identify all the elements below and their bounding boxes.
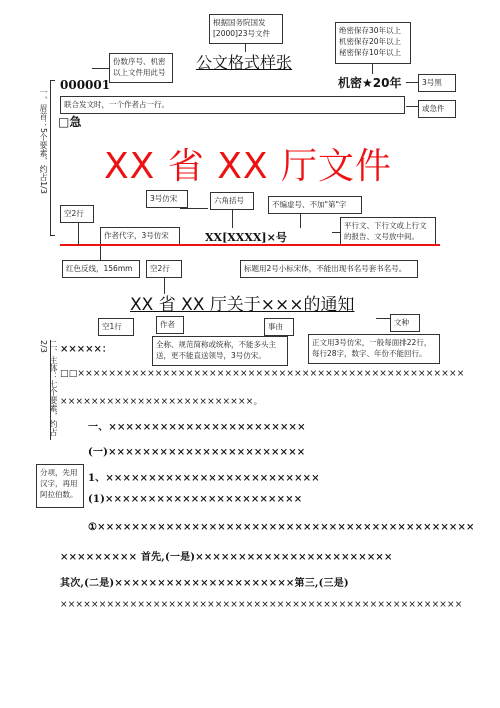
copy-number-note: 份数序号、机密以上文件用此号	[109, 53, 173, 83]
body-line-7: ①××××××××××××××××××××××××××××××××××××××××××××	[88, 522, 475, 533]
side-label-body: 二、主体：七个要素，约占2/3	[39, 340, 58, 436]
body-line-1: □□××××××××××××××××××××××××××××××××××××××××××××××××××	[60, 369, 465, 379]
connector	[406, 82, 418, 83]
empty-two-lines-b: 空2行	[146, 260, 182, 278]
hexagon-brackets-note: 六角括号	[210, 192, 254, 210]
connector	[100, 246, 101, 260]
empty-two-lines-a: 空2行	[60, 205, 94, 223]
recipient-note: 全称、规范简称或统称，不能多头主送，更不能直送领导，3号仿宋。	[152, 336, 288, 366]
connector	[245, 44, 246, 52]
legal-basis-note: 根据国务院国发[2000]23号文件	[209, 14, 283, 44]
connector	[92, 68, 110, 69]
body-line-2: ×××××××××××××××××××××××××。	[60, 397, 263, 407]
author-label-note: 作者	[156, 316, 184, 334]
body-line-3: 一、×××××××××××××××××××××××	[88, 422, 306, 433]
doc-number: XX[XXXX]×号	[205, 231, 287, 244]
urgency-mark: □急	[58, 115, 82, 129]
connector	[376, 318, 390, 319]
font-bold3-note: 3号黑	[418, 74, 456, 92]
connector	[406, 106, 418, 107]
connector	[78, 223, 79, 245]
body-line-9: 其次,(二是)×××××××××××××××××××××第三,(三是)	[60, 578, 349, 589]
body-line-4: (一)×××××××××××××××××××××××	[88, 447, 306, 458]
body-line-6: (1)×××××××××××××××××××××××	[88, 494, 303, 505]
connector	[232, 210, 233, 228]
one-per-line-note: 联合发文时，一个作者占一行。	[60, 96, 405, 114]
secrecy-note: 绝密保存30年以上 机密保存20年以上 秘密保存10年以上	[335, 22, 411, 64]
connector	[372, 64, 373, 74]
connector	[332, 232, 340, 233]
doctype-label-note: 文种	[390, 314, 420, 332]
recipient-line: ×××××：	[60, 344, 112, 355]
document-title: XX 省 XX 厅关于×××的通知	[130, 295, 355, 315]
parallel-doc-note: 平行文、下行文或上行文的报告、文号放中间。	[340, 217, 436, 245]
author-code-note: 作者代字，3号仿宋	[100, 227, 180, 245]
font-fang3-note: 3号仿宋	[146, 190, 188, 208]
bracket-top	[50, 80, 51, 235]
issuer-heading: XX 省 XX 厅文件	[104, 146, 392, 187]
body-line-8: ××××××××× 首先,(一是)×××××××××××××××××××××××	[60, 552, 393, 563]
secrecy-level: 机密★20年	[338, 76, 402, 90]
bracket-top-cap1	[50, 80, 55, 81]
red-separator-line	[60, 244, 440, 246]
matter-label-note: 事由	[264, 318, 294, 336]
red-line-note: 红色反线，156mm	[62, 260, 140, 278]
title-font-note: 标题用2号小标宋体，不能出现书名号套书名号。	[240, 260, 418, 278]
body-line-5: 1、×××××××××××××××××××××××××	[88, 473, 320, 484]
bracket-top-cap2	[50, 235, 55, 236]
body-line-10: ××××××××××××××××××××××××××××××××××××××××××××××××××××	[60, 600, 463, 610]
empty-one-line-note: 空1行	[98, 318, 134, 336]
connector	[180, 208, 208, 209]
body-font-note: 正文用3号仿宋，一般每面排22行，每行28字，数字、年份不能回行。	[308, 334, 440, 364]
no-padding-note: 不编虚号、不加"第"字	[268, 196, 362, 214]
copy-number: 000001	[60, 78, 111, 92]
side-label-header: 一、眉首：5个要素，约占1/3	[39, 88, 48, 194]
connector	[300, 214, 301, 228]
hierarchy-note: 分项，先用汉字，再用阿拉伯数。	[36, 464, 84, 508]
urgency-note: 或急件	[418, 100, 456, 118]
sample-title: 公文格式样张	[196, 53, 293, 72]
